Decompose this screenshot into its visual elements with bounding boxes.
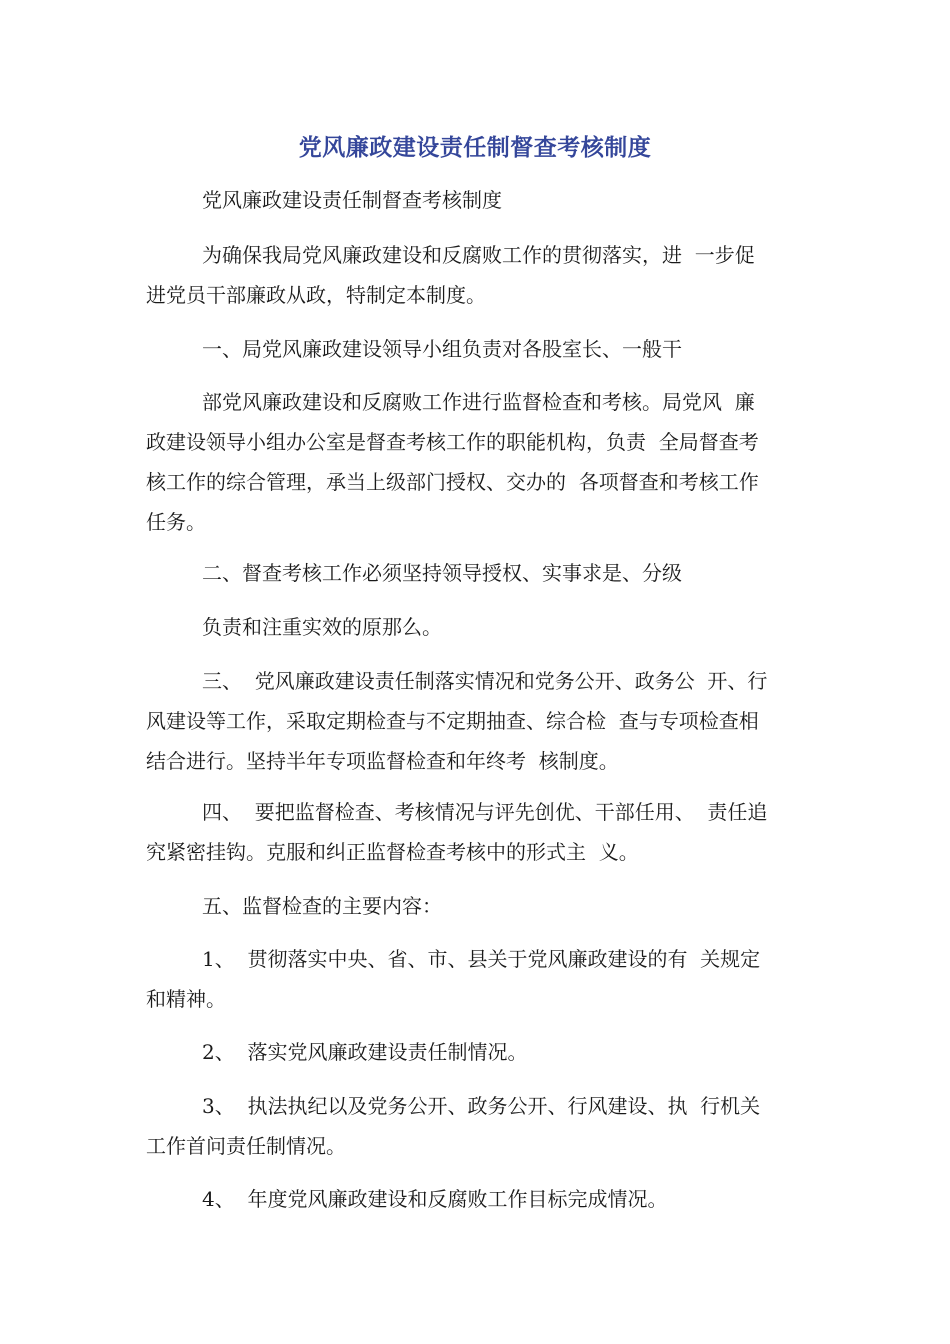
- paragraph-line: 风建设等工作，采取定期检查与不定期抽查、综合检 查与专项检查相: [146, 709, 759, 733]
- document-title: 党风廉政建设责任制督查考核制度: [298, 135, 652, 161]
- paragraph-line: 三、 党风廉政建设责任制落实情况和党务公开、政务公 开、行: [202, 669, 768, 693]
- paragraph-line: 4、 年度党风廉政建设和反腐败工作目标完成情况。: [202, 1187, 668, 1211]
- paragraph-item-1-lead: [146, 329, 810, 369]
- paragraph-line: 和精神。: [146, 987, 226, 1011]
- paragraph-item-4: [146, 792, 810, 872]
- paragraph-line: 为确保我局党风廉政建设和反腐败工作的贯彻落实，进 一步促: [202, 243, 755, 267]
- paragraph-item-3: [146, 661, 810, 781]
- paragraph-item-2-lead: [146, 553, 810, 593]
- paragraph-line: 部党风廉政建设和反腐败工作进行监督检查和考核。局党风 廉: [202, 390, 755, 414]
- paragraph-line: 1、 贯彻落实中央、省、市、县关于党风廉政建设的有 关规定: [202, 947, 761, 971]
- paragraph-line: 进党员干部廉政从政，特制定本制度。: [146, 283, 486, 307]
- paragraph-line: 四、 要把监督检查、考核情况与评先创优、干部任用、 责任追: [202, 800, 768, 824]
- paragraph-item-1-body: [146, 382, 810, 542]
- paragraph-line: 党风廉政建设责任制督查考核制度: [202, 188, 502, 212]
- paragraph-line: 五、监督检查的主要内容：: [202, 894, 442, 918]
- paragraph-subtitle: [146, 180, 810, 220]
- paragraph-item-5-lead: [146, 886, 810, 926]
- paragraph-list-2: [146, 1032, 810, 1072]
- paragraph-line: 负责和注重实效的原那么。: [202, 615, 442, 639]
- paragraph-line: 一、局党风廉政建设领导小组负责对各股室长、一般干: [202, 337, 682, 361]
- paragraph-line: 政建设领导小组办公室是督查考核工作的职能机构，负责 全局督查考: [146, 430, 759, 454]
- paragraph-intro: [146, 235, 810, 315]
- paragraph-list-1: [146, 939, 810, 1019]
- paragraph-list-4: [146, 1179, 810, 1219]
- paragraph-line: 2、 落实党风廉政建设责任制情况。: [202, 1040, 528, 1064]
- paragraph-line: 核工作的综合管理，承当上级部门授权、交办的 各项督查和考核工作: [146, 470, 759, 494]
- paragraph-line: 3、 执法执纪以及党务公开、政务公开、行风建设、执 行机关: [202, 1094, 761, 1118]
- paragraph-line: 工作首问责任制情况。: [146, 1134, 346, 1158]
- paragraph-line: 二、督查考核工作必须坚持领导授权、实事求是、分级: [202, 561, 682, 585]
- paragraph-line: 究紧密挂钩。克服和纠正监督检查考核中的形式主 义。: [146, 840, 639, 864]
- paragraph-list-3: [146, 1086, 810, 1166]
- paragraph-line: 结合进行。坚持半年专项监督检查和年终考 核制度。: [146, 749, 619, 773]
- paragraph-item-2-body: [146, 607, 810, 647]
- paragraph-line: 任务。: [146, 510, 206, 534]
